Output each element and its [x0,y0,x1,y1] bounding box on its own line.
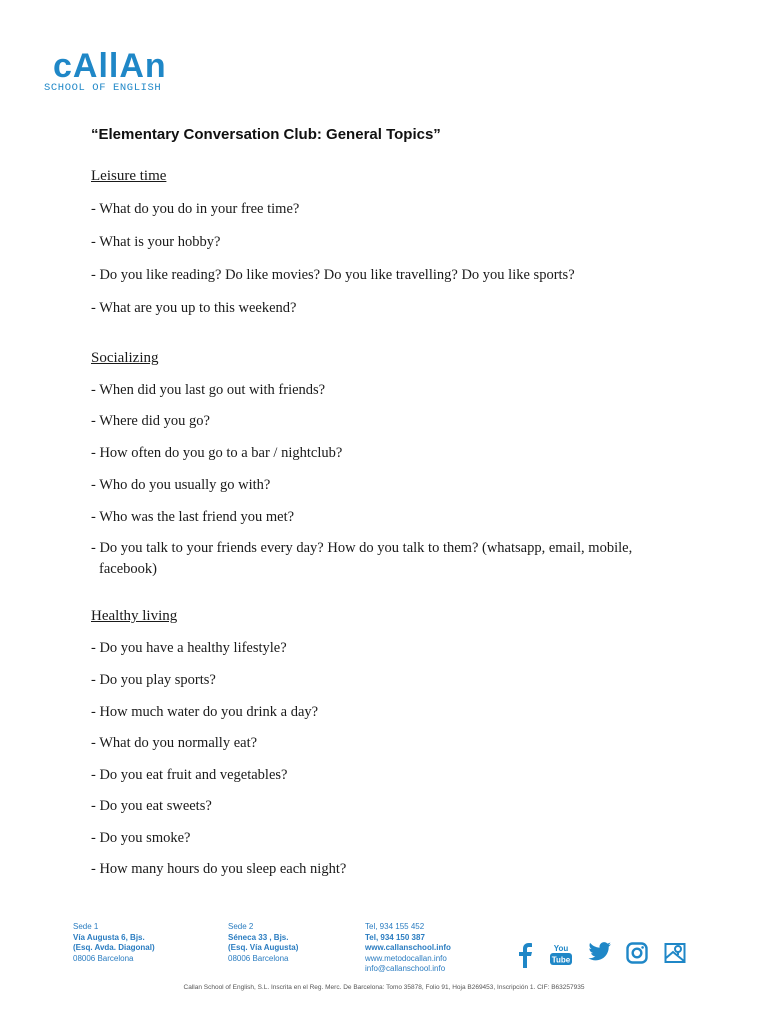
question: - Where did you go? [91,413,210,429]
sede-address: (Esq. Avda. Diagonal) [73,943,155,952]
question: - Do you like reading? Do like movies? Do you like travelling? Do you like sports? [91,267,575,283]
question: - What is your hobby? [91,234,221,250]
question: - Do you play sports? [91,672,216,688]
sede-label: Sede 2 [228,922,254,931]
question: - Who was the last friend you met? [91,509,295,525]
map-icon[interactable] [664,942,686,966]
sede-city: 08006 Barcelona [228,953,289,963]
sede-address: Vía Augusta 6, Bjs. [73,932,145,942]
sede-address: (Esq. Vía Augusta) [228,943,299,952]
logo [44,48,167,94]
section-heading-healthy-living: Healthy living [91,608,178,624]
facebook-icon[interactable] [518,942,532,966]
youtube-you-text: You [553,944,569,953]
website-link[interactable]: www.metodocallan.info [365,953,447,963]
footer-sede-1 [73,922,155,964]
logo-subtitle: SCHOOL OF ENGLISH [44,82,162,94]
sede-city: 08006 Barcelona [73,953,134,963]
question: - Do you have a healthy lifestyle? [91,640,287,656]
question: - What are you up to this weekend? [91,300,297,316]
section-heading-socializing: Socializing [91,350,159,366]
sede-address: Séneca 33 , Bjs. [228,932,289,942]
question: - Do you smoke? [91,830,191,846]
email-link[interactable]: info@callanschool.info [365,964,446,973]
question: - When did you last go out with friends? [91,382,326,398]
question: - How many hours do you sleep each night? [91,861,347,877]
footer [0,918,768,1024]
youtube-tube-text: Tube [551,955,571,965]
instagram-icon[interactable] [626,942,648,966]
phone: Tel, 934 150 387 [365,932,425,942]
website-link[interactable]: www.callanschool.info [365,943,451,952]
question: - Do you talk to your friends every day? How do you talk to them? (whatsapp, email, mobile, facebook) [91,540,633,577]
question: - How often do you go to a bar / nightclub? [91,445,343,461]
question: - Do you eat fruit and vegetables? [91,767,288,783]
section-heading-leisure: Leisure time [91,168,167,184]
sede-label: Sede 1 [73,922,99,931]
question: - Who do you usually go with? [91,477,271,493]
twitter-icon[interactable] [588,942,612,966]
page-title: “Elementary Conversation Club: General Topics” [91,126,441,143]
legal-notice: Callan School of English, S.L. Inscrita en el Reg. Merc. De Barcelona: Tomo 35878, Folio 91, Hoja B269453, Inscripción 1. CIF: B63257935 [183,984,585,991]
phone: Tel, 934 155 452 [365,922,425,931]
footer-contact [365,922,451,975]
youtube-icon[interactable] [549,942,573,966]
footer-sede-2 [228,922,298,964]
question: - How much water do you drink a day? [91,704,319,720]
question: - Do you eat sweets? [91,798,212,814]
question: - What do you normally eat? [91,735,258,751]
logo-wordmark: cAllAn [53,47,167,85]
question: - What do you do in your free time? [91,201,300,217]
